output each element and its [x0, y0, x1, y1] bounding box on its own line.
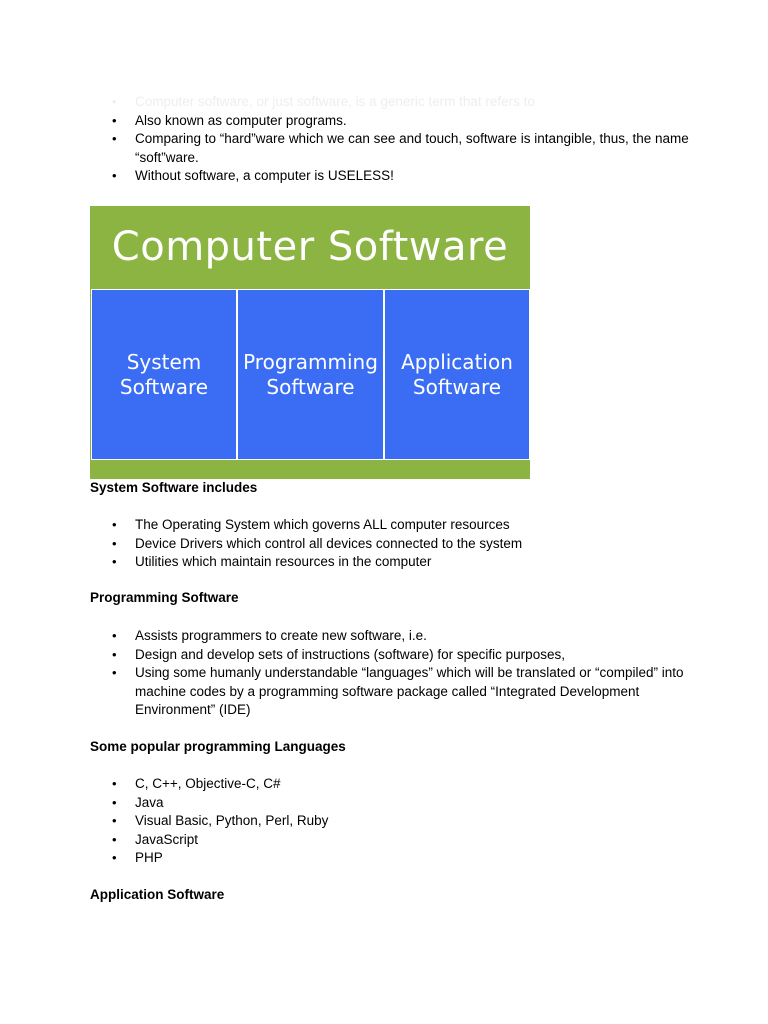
languages-heading: Some popular programming Languages — [90, 739, 346, 754]
diagram-title: Computer Software — [111, 224, 509, 270]
languages-list — [90, 775, 690, 868]
list-item: • Java — [90, 794, 690, 813]
list-item: • Device Drivers which control all devices connected to the system — [90, 535, 690, 554]
list-item: • Assists programmers to create new software, i.e. — [90, 627, 690, 646]
intro-bullet-list — [90, 93, 690, 186]
box-label: Software — [119, 374, 209, 399]
list-item: • Without software, a computer is USELESS! — [90, 167, 690, 186]
list-item: • The Operating System which governs ALL computer resources — [90, 516, 690, 535]
box-label: Programming — [243, 349, 378, 374]
application-software-box — [384, 289, 530, 460]
box-label: Software — [266, 374, 355, 399]
system-software-heading: System Software includes — [90, 480, 258, 495]
programming-software-list — [90, 627, 690, 720]
system-software-list — [90, 516, 690, 572]
programming-software-heading: Programming Software — [90, 590, 239, 605]
system-software-box — [91, 289, 237, 460]
list-item: • C, C++, Objective-C, C# — [90, 775, 690, 794]
application-software-heading: Application Software — [90, 887, 225, 902]
box-label: Application — [401, 349, 513, 374]
list-item: • Design and develop sets of instructions (software) for specific purposes, — [90, 646, 690, 665]
programming-software-box — [237, 289, 384, 460]
list-item: • Also known as computer programs. — [90, 112, 690, 131]
list-item: • JavaScript — [90, 831, 690, 850]
list-item: • PHP — [90, 849, 690, 868]
list-item: • Computer software, or just software, is a generic term that refers to — [90, 93, 690, 112]
list-item: • Comparing to “hard”ware which we can see and touch, software is intangible, thus, the name “soft”ware. — [90, 130, 690, 167]
box-label: Software — [412, 374, 502, 399]
list-item: • Visual Basic, Python, Perl, Ruby — [90, 812, 690, 831]
list-item: • Utilities which maintain resources in the computer — [90, 553, 690, 572]
box-label: System — [126, 349, 202, 374]
list-item: • Using some humanly understandable “languages” which will be translated or “compiled” into machine codes by a programming software package called “Integrated Development Environment” (IDE) — [90, 664, 690, 720]
